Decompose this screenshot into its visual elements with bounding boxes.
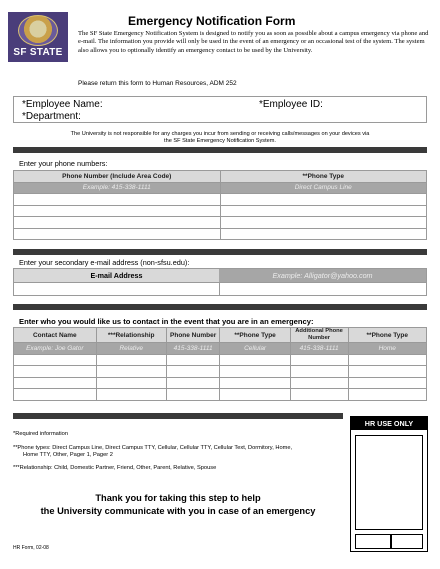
contact-cell[interactable] <box>14 377 97 389</box>
section-divider <box>13 249 427 255</box>
contacts-example-row <box>14 343 427 355</box>
hr-notes-cell <box>355 435 423 530</box>
email-prompt: Enter your secondary e-mail address (non-sfsu.edu): <box>19 258 190 267</box>
contact-cell[interactable] <box>14 366 97 378</box>
contacts-header-cell: Additional Phone Number <box>290 328 348 343</box>
sf-state-logo <box>8 12 68 62</box>
contacts-example-cell: Example: Joe Gator <box>14 343 97 355</box>
thank-you-message <box>13 492 343 517</box>
contact-cell[interactable] <box>348 389 427 401</box>
contacts-header-cell: Contact Name <box>14 328 97 343</box>
email-column-divider <box>219 282 220 295</box>
employee-name-field[interactable]: *Employee Name: <box>22 99 103 110</box>
phone-number-cell[interactable] <box>14 228 221 240</box>
contacts-header-cell: **Phone Type <box>220 328 290 343</box>
charges-disclaimer <box>13 131 427 145</box>
contacts-header-cell: ***Relationship <box>96 328 166 343</box>
employee-id-field[interactable]: *Employee ID: <box>259 99 323 110</box>
phone-types-note <box>13 445 292 460</box>
contact-cell[interactable] <box>290 366 348 378</box>
thank-you-line-1: Thank you for taking this step to help <box>95 493 261 503</box>
phone-type-cell[interactable] <box>220 228 427 240</box>
contacts-example-cell: Cellular <box>220 343 290 355</box>
contact-cell[interactable] <box>220 354 290 366</box>
section-divider <box>13 413 343 419</box>
hr-date-cell <box>391 534 423 549</box>
relationship-note: ***Relationship: Child, Domestic Partner, Friend, Other, Parent, Relative, Spouse <box>13 465 217 471</box>
contact-cell[interactable] <box>348 354 427 366</box>
contact-cell[interactable] <box>220 377 290 389</box>
phone-types-line-2: Home TTY, Other, Pager 1, Pager 2 <box>23 452 113 459</box>
contact-cell[interactable] <box>290 377 348 389</box>
contact-cell[interactable] <box>166 377 220 389</box>
contact-row <box>14 366 427 378</box>
logo-text: SF STATE <box>13 47 63 58</box>
phone-type-cell[interactable] <box>220 205 427 217</box>
contact-cell[interactable] <box>166 354 220 366</box>
hr-use-only-box <box>350 416 428 552</box>
contacts-header-row <box>14 328 427 343</box>
contact-cell[interactable] <box>290 354 348 366</box>
email-example: Example: Alligator@yahoo.com <box>219 269 426 282</box>
contacts-header-cell: Phone Number <box>166 328 220 343</box>
contacts-example-cell: Relative <box>96 343 166 355</box>
form-id-footer: HR Form, 02-08 <box>13 545 49 551</box>
phones-prompt: Enter your phone numbers: <box>19 159 108 168</box>
contacts-example-cell: 415-338-1111 <box>290 343 348 355</box>
return-note: Please return this form to Human Resources, ADM 252 <box>78 80 237 87</box>
contacts-example-cell: Home <box>348 343 427 355</box>
phone-number-cell[interactable] <box>14 194 221 206</box>
phone-table <box>13 170 427 240</box>
contact-cell[interactable] <box>220 389 290 401</box>
hr-use-only-title: HR USE ONLY <box>351 417 427 430</box>
phone-type-cell[interactable] <box>220 217 427 229</box>
phone-row <box>14 205 427 217</box>
contacts-table <box>13 327 427 401</box>
phone-number-example: Example: 415-338-1111 <box>14 182 221 194</box>
form-intro: The SF State Emergency Notification System is designed to notify you as soon as possible about a campus emergency via phone and e-mail. The information you provide will only be used in the event of an emergency or an occasional test of the system. The system also allows you to optionally identify an emergency contact to be used by the University. <box>78 30 429 54</box>
contact-cell[interactable] <box>348 377 427 389</box>
contact-cell[interactable] <box>166 366 220 378</box>
disclaimer-line-1: The University is not responsible for any charges you incur from sending or receiving calls/messages on your devices via <box>70 131 370 137</box>
contact-cell[interactable] <box>348 366 427 378</box>
phone-type-cell[interactable] <box>220 194 427 206</box>
contact-cell[interactable] <box>14 389 97 401</box>
contact-cell[interactable] <box>96 389 166 401</box>
contact-cell[interactable] <box>96 354 166 366</box>
phone-number-cell[interactable] <box>14 205 221 217</box>
required-note: *Required information <box>13 431 69 437</box>
contacts-prompt: Enter who you would like us to contact in the event that you are in an emergency: <box>19 317 314 326</box>
contact-row <box>14 377 427 389</box>
contact-row <box>14 389 427 401</box>
phone-types-line-1: **Phone types: Direct Campus Line, Direct Campus TTY, Cellular, Cellular TTY, Cellular Text, Dormitory, Home, <box>13 445 293 451</box>
contacts-example-cell: 415-338-1111 <box>166 343 220 355</box>
form-title: Emergency Notification Form <box>128 14 296 28</box>
contact-cell[interactable] <box>290 389 348 401</box>
contact-cell[interactable] <box>220 366 290 378</box>
email-header: E-mail Address <box>14 269 219 282</box>
contact-row <box>14 354 427 366</box>
employee-info-box <box>13 96 427 123</box>
phone-type-header: **Phone Type <box>220 171 427 183</box>
contact-cell[interactable] <box>96 377 166 389</box>
hr-initials-cell <box>355 534 391 549</box>
phone-number-cell[interactable] <box>14 217 221 229</box>
phone-row <box>14 217 427 229</box>
section-divider <box>13 304 427 310</box>
email-table <box>13 268 427 296</box>
email-input-row[interactable] <box>14 282 426 283</box>
phone-row <box>14 228 427 240</box>
disclaimer-line-2: the SF State Emergency Notification System. <box>164 138 276 144</box>
university-seal-icon <box>18 15 58 46</box>
section-divider <box>13 147 427 153</box>
contacts-header-cell: **Phone Type <box>348 328 427 343</box>
contact-cell[interactable] <box>166 389 220 401</box>
phone-type-example: Direct Campus Line <box>220 182 427 194</box>
phone-row <box>14 194 427 206</box>
department-field[interactable]: *Department: <box>22 111 81 122</box>
thank-you-line-2: the University communicate with you in case of an emergency <box>40 505 316 516</box>
contact-cell[interactable] <box>14 354 97 366</box>
contact-cell[interactable] <box>96 366 166 378</box>
phone-number-header: Phone Number (Include Area Code) <box>14 171 221 183</box>
